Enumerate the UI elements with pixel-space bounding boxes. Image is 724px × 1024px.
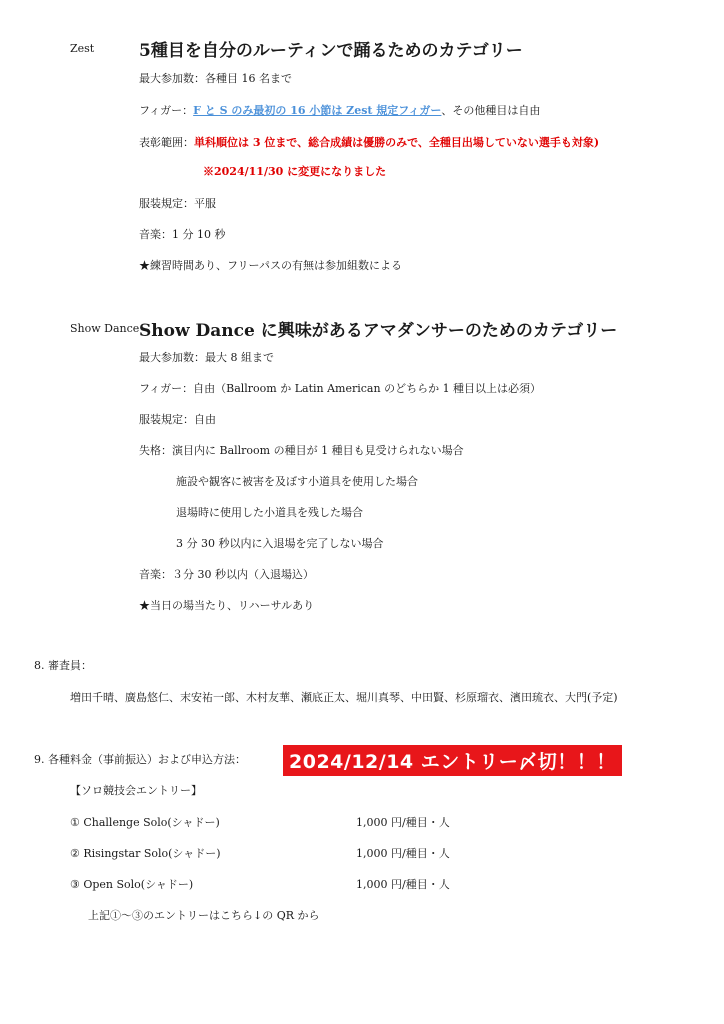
showdance-max-participants: 最大参加数：最大 8 組まで bbox=[139, 351, 274, 364]
solo-price-open: 1,000 円/種目・人 bbox=[356, 878, 450, 891]
solo-item-open: ③ Open Solo(シャドー) bbox=[70, 878, 194, 891]
solo-item-risingstar: ② Risingstar Solo(シャドー) bbox=[70, 847, 221, 860]
judges-heading: 8. 審査員： bbox=[34, 659, 92, 672]
showdance-disq-3: 退場時に使用した小道具を残した場合 bbox=[176, 506, 363, 519]
showdance-disq-1: 失格：演目内に Ballroom の種目が 1 種目も見受けられない場合 bbox=[139, 444, 464, 457]
judges-names: 増田千晴、廣島悠仁、末安祐一郎、木村友華、瀬底正太、堀川真琴、中田賢、杉原瑠衣、濱田琉衣、大門(予定) bbox=[70, 691, 618, 704]
zest-change-note: ※2024/11/30 に変更になりました bbox=[203, 165, 387, 178]
entry-note: 上記①～③のエントリーはこちら↓の QR から bbox=[88, 909, 320, 922]
zest-figure-link[interactable]: F と S のみ最初の 16 小節は Zest 規定フィガー bbox=[193, 104, 442, 117]
zest-figure bbox=[139, 102, 540, 118]
fees-heading: 9. 各種料金（事前振込）および申込方法： bbox=[34, 753, 246, 766]
showdance-disq-4: 3 分 30 秒以内に入退場を完了しない場合 bbox=[176, 537, 384, 550]
zest-max-participants: 最大参加数：各種目 16 名まで bbox=[139, 72, 292, 85]
deadline-banner: 2024/12/14 エントリー〆切！！！ bbox=[283, 745, 622, 776]
zest-figure-prefix: フィガー： bbox=[139, 104, 194, 117]
showdance-figure: フィガー：自由（Ballroom か Latin American のどちらか 1 種目以上は必須） bbox=[139, 382, 542, 395]
zest-practice: ★練習時間あり、フリーパスの有無は参加組数による bbox=[139, 259, 403, 272]
showdance-dress: 服装規定：自由 bbox=[139, 413, 216, 426]
showdance-music: 音楽：３分 30 秒以内（入退場込） bbox=[139, 568, 314, 581]
zest-award-text: 単科順位は 3 位まで、総合成績は優勝のみで、全種目出場していない選手も対象) bbox=[194, 136, 600, 149]
zest-label: Zest bbox=[70, 42, 95, 55]
zest-figure-suffix: 、その他種目は自由 bbox=[441, 104, 541, 117]
showdance-rehearsal: ★当日の場当たり、リハーサルあり bbox=[139, 599, 315, 612]
solo-price-risingstar: 1,000 円/種目・人 bbox=[356, 847, 450, 860]
showdance-label: Show Dance bbox=[70, 322, 140, 335]
zest-title: 5種目を自分のルーティンで踊るためのカテゴリー bbox=[139, 41, 523, 61]
zest-dress: 服装規定：平服 bbox=[139, 197, 216, 210]
solo-price-challenge: 1,000 円/種目・人 bbox=[356, 816, 450, 829]
showdance-disq-2: 施設や観客に被害を及ぼす小道具を使用した場合 bbox=[176, 475, 418, 488]
showdance-title: Show Dance に興味があるアマダンサーのためのカテゴリー bbox=[139, 321, 618, 341]
zest-award bbox=[139, 134, 599, 150]
zest-award-prefix: 表彰範囲： bbox=[139, 136, 194, 149]
zest-music: 音楽：1 分 10 秒 bbox=[139, 228, 226, 241]
solo-item-challenge: ① Challenge Solo(シャドー) bbox=[70, 816, 220, 829]
solo-heading: 【ソロ競技会エントリー】 bbox=[70, 784, 202, 797]
